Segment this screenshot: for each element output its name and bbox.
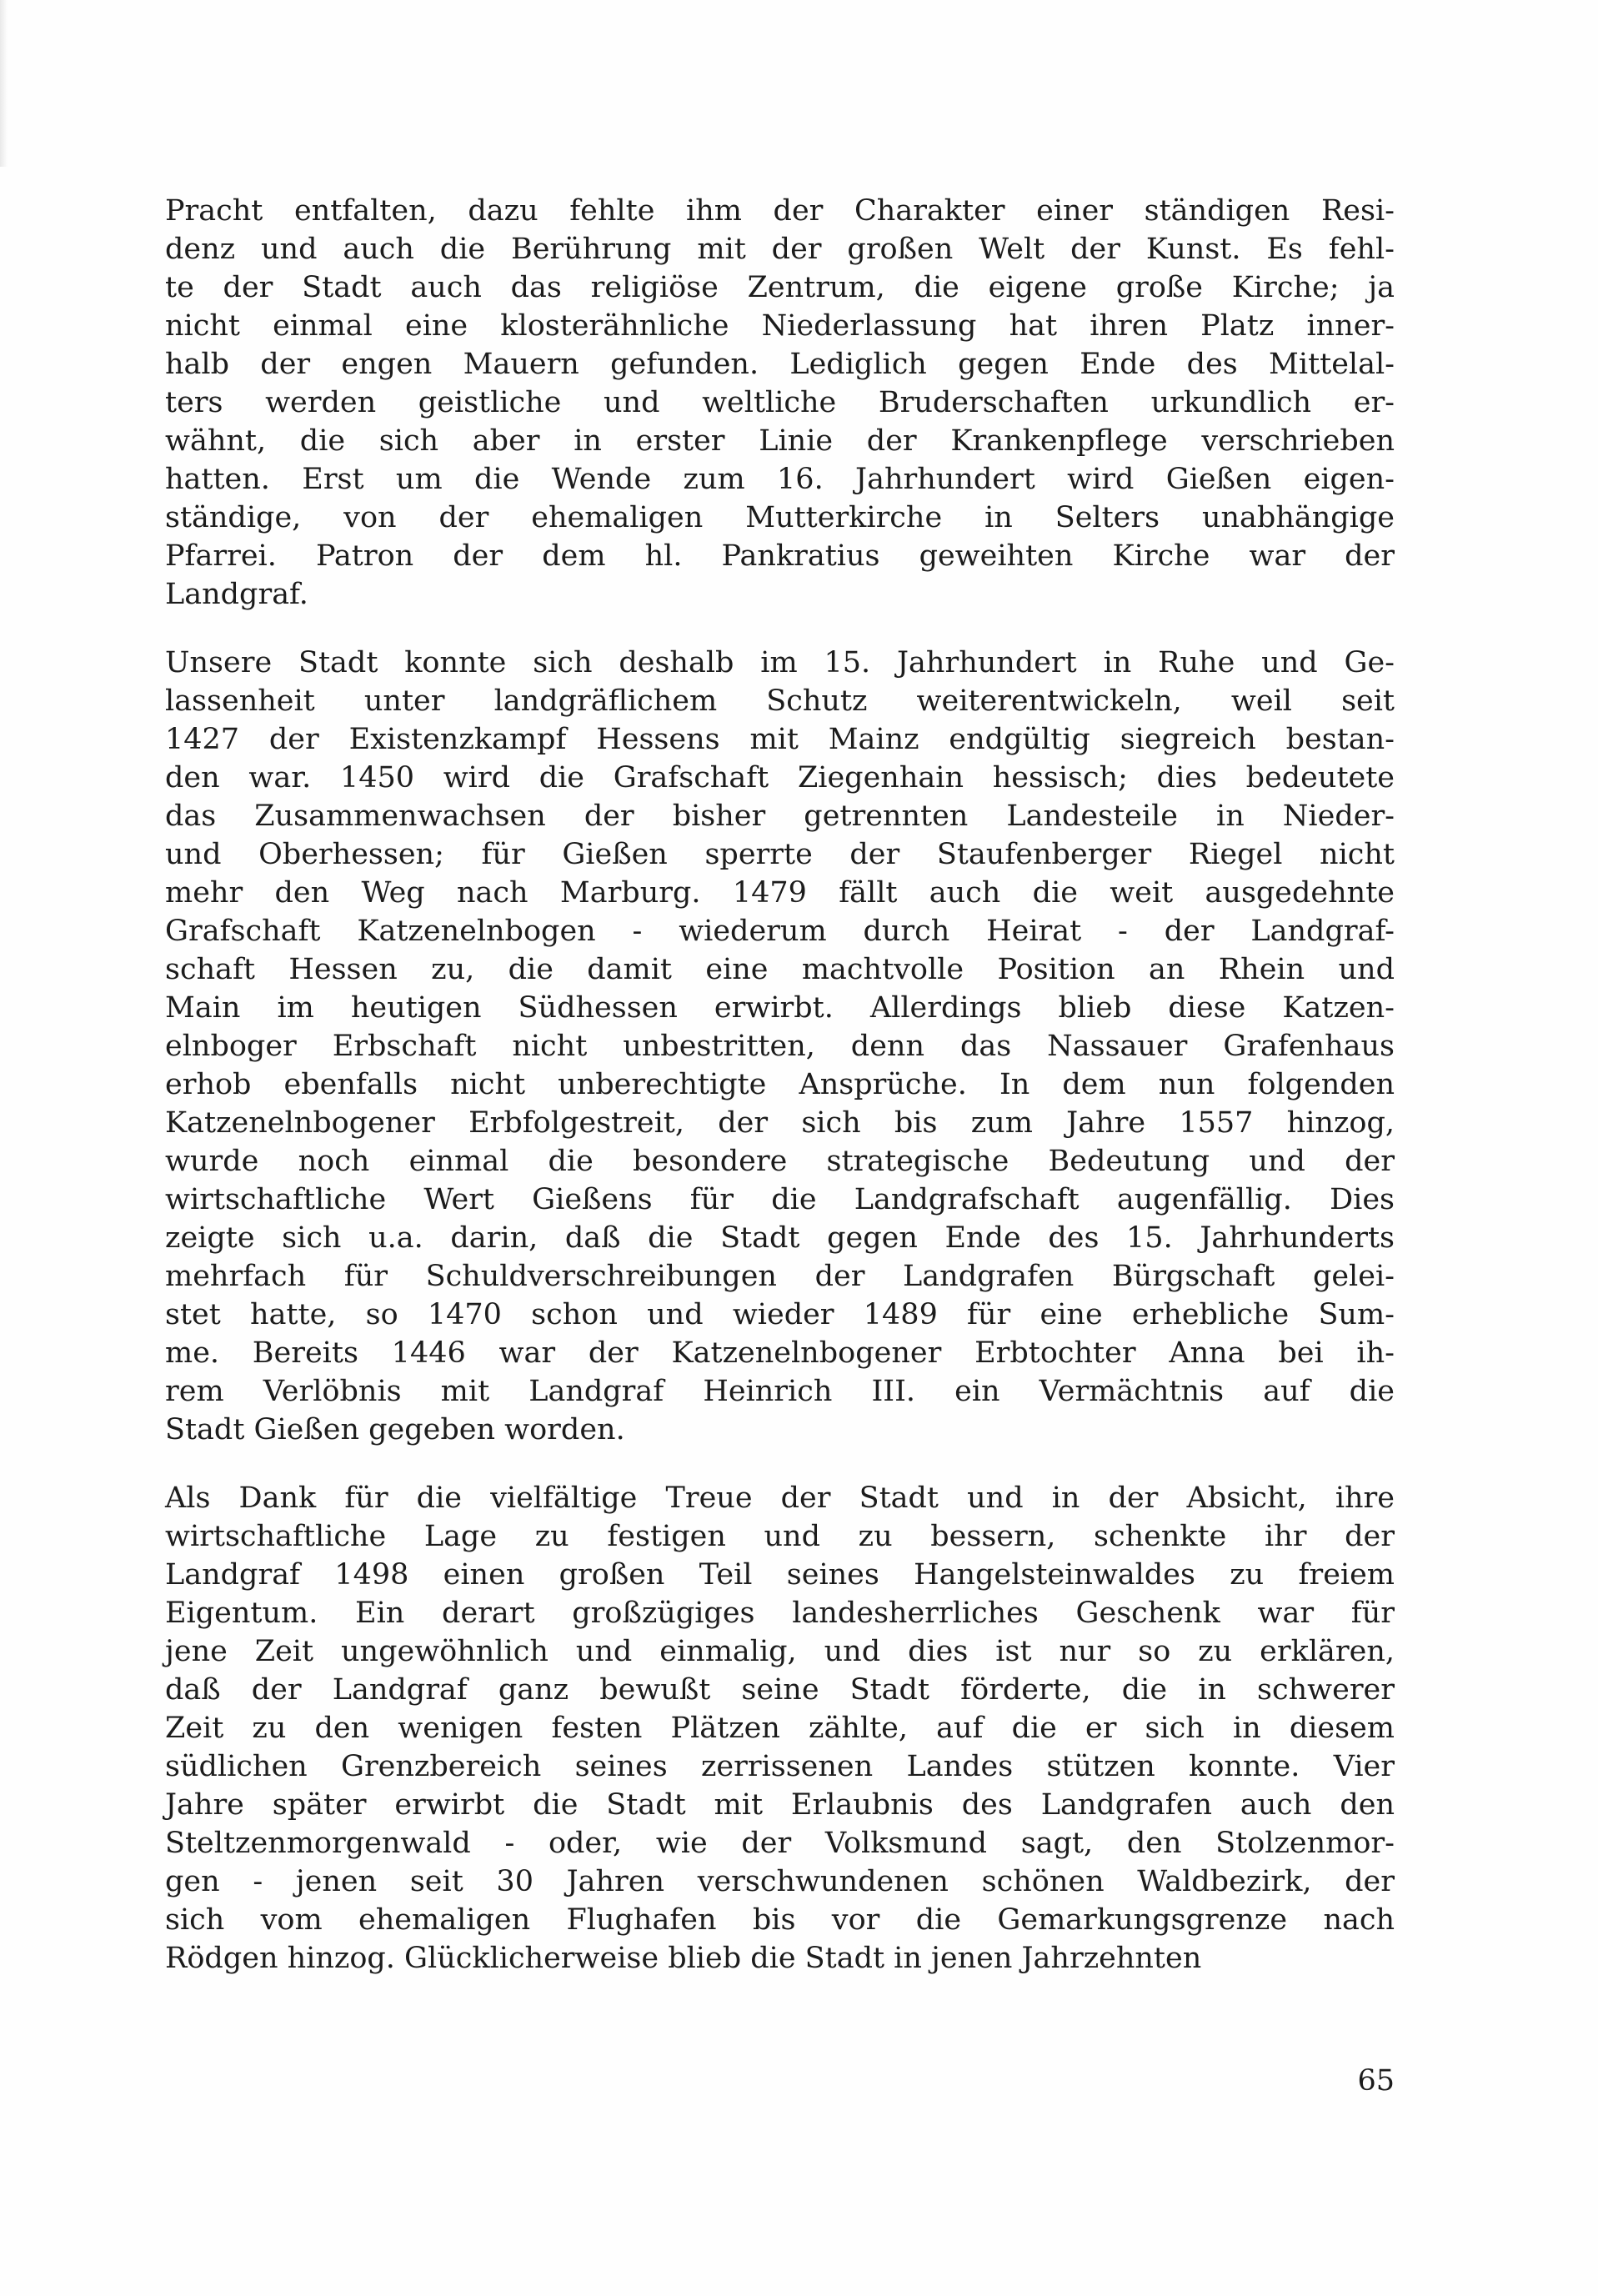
body-text bbox=[165, 192, 1395, 2008]
page-number: 65 bbox=[1357, 2064, 1395, 2098]
text-line: und Oberhessen; für Gießen sperrte der Staufenberger Riegel nicht bbox=[165, 838, 1395, 871]
text-line: lassenheit unter landgräflichem Schutz weiterentwickeln, weil seit bbox=[165, 684, 1395, 718]
text-line: daß der Landgraf ganz bewußt seine Stadt förderte, die in schwerer bbox=[165, 1673, 1395, 1707]
text-line: mehrfach für Schuldverschreibungen der Landgrafen Bürgschaft gelei- bbox=[165, 1260, 1395, 1293]
text-line: Jahre später erwirbt die Stadt mit Erlaubnis des Landgrafen auch den bbox=[165, 1788, 1395, 1822]
text-line: Landgraf 1498 einen großen Teil seines Hangelsteinwaldes zu freiem bbox=[165, 1558, 1395, 1592]
text-line: nicht einmal eine klosterähnliche Niederlassung hat ihren Platz inner- bbox=[165, 309, 1395, 343]
paragraph bbox=[165, 192, 1395, 614]
text-line: Als Dank für die vielfältige Treue der Stadt und in der Absicht, ihre bbox=[165, 1481, 1395, 1515]
text-line: Landgraf. bbox=[165, 578, 308, 611]
text-line: 1427 der Existenzkampf Hessens mit Mainz endgültig siegreich bestan- bbox=[165, 723, 1395, 756]
text-line: Rödgen hinzog. Glücklicherweise blieb die Stadt in jenen Jahrzehnten bbox=[165, 1942, 1202, 1975]
text-line: Unsere Stadt konnte sich deshalb im 15. Jahrhundert in Ruhe und Ge- bbox=[165, 646, 1395, 679]
text-line: das Zusammenwachsen der bisher getrennten Landesteile in Nieder- bbox=[165, 800, 1395, 833]
text-line: Steltzenmorgenwald - oder, wie der Volksmund sagt, den Stolzenmor- bbox=[165, 1827, 1395, 1860]
text-line: Zeit zu den wenigen festen Plätzen zählte, auf die er sich in diesem bbox=[165, 1712, 1395, 1745]
text-line: Pracht entfalten, dazu fehlte ihm der Charakter einer ständigen Resi- bbox=[165, 194, 1395, 228]
page-edge-shadow bbox=[0, 0, 8, 167]
text-line: wähnt, die sich aber in erster Linie der Krankenpflege verschrieben bbox=[165, 424, 1395, 458]
text-line: wurde noch einmal die besondere strategische Bedeutung und der bbox=[165, 1145, 1395, 1178]
text-line: gen - jenen seit 30 Jahren verschwundenen schönen Waldbezirk, der bbox=[165, 1865, 1395, 1898]
text-line: erhob ebenfalls nicht unberechtigte Ansprüche. In dem nun folgenden bbox=[165, 1068, 1395, 1101]
text-line: rem Verlöbnis mit Landgraf Heinrich III. ein Vermächtnis auf die bbox=[165, 1375, 1395, 1408]
text-line: denz und auch die Berührung mit der großen Welt der Kunst. Es fehl- bbox=[165, 233, 1395, 266]
text-line: Pfarrei. Patron der dem hl. Pankratius geweihten Kirche war der bbox=[165, 539, 1395, 573]
paragraph bbox=[165, 644, 1395, 1449]
text-line: te der Stadt auch das religiöse Zentrum, die eigene große Kirche; ja bbox=[165, 271, 1395, 304]
text-line: wirtschaftliche Wert Gießens für die Landgrafschaft augenfällig. Dies bbox=[165, 1183, 1395, 1216]
text-line: Stadt Gießen gegeben worden. bbox=[165, 1413, 625, 1446]
text-line: me. Bereits 1446 war der Katzenelnbogener Erbtochter Anna bei ih- bbox=[165, 1336, 1395, 1370]
text-line: den war. 1450 wird die Grafschaft Ziegenhain hessisch; dies bedeutete bbox=[165, 761, 1395, 795]
paragraph bbox=[165, 1479, 1395, 1978]
text-line: Katzenelnbogener Erbfolgestreit, der sich bis zum Jahre 1557 hinzog, bbox=[165, 1106, 1395, 1140]
text-line: zeigte sich u.a. darin, daß die Stadt gegen Ende des 15. Jahrhunderts bbox=[165, 1221, 1395, 1255]
text-line: mehr den Weg nach Marburg. 1479 fällt auch die weit ausgedehnte bbox=[165, 876, 1395, 910]
text-line: hatten. Erst um die Wende zum 16. Jahrhundert wird Gießen eigen- bbox=[165, 463, 1395, 496]
text-line: schaft Hessen zu, die damit eine machtvolle Position an Rhein und bbox=[165, 953, 1395, 986]
text-line: elnboger Erbschaft nicht unbestritten, denn das Nassauer Grafenhaus bbox=[165, 1030, 1395, 1063]
text-line: Eigentum. Ein derart großzügiges landesherrliches Geschenk war für bbox=[165, 1597, 1395, 1630]
text-line: wirtschaftliche Lage zu festigen und zu bessern, schenkte ihr der bbox=[165, 1520, 1395, 1553]
text-line: Main im heutigen Südhessen erwirbt. Allerdings blieb diese Katzen- bbox=[165, 991, 1395, 1025]
text-line: jene Zeit ungewöhnlich und einmalig, und dies ist nur so zu erklären, bbox=[165, 1635, 1395, 1668]
text-line: halb der engen Mauern gefunden. Lediglich gegen Ende des Mittelal- bbox=[165, 348, 1395, 381]
text-line: Grafschaft Katzenelnbogen - wiederum durch Heirat - der Landgraf- bbox=[165, 915, 1395, 948]
text-line: ters werden geistliche und weltliche Bruderschaften urkundlich er- bbox=[165, 386, 1395, 419]
text-line: sich vom ehemaligen Flughafen bis vor die Gemarkungsgrenze nach bbox=[165, 1903, 1395, 1937]
text-line: ständige, von der ehemaligen Mutterkirche in Selters unabhängige bbox=[165, 501, 1395, 534]
text-line: südlichen Grenzbereich seines zerrissenen Landes stützen konnte. Vier bbox=[165, 1750, 1395, 1783]
text-line: stet hatte, so 1470 schon und wieder 1489 für eine erhebliche Sum- bbox=[165, 1298, 1395, 1331]
